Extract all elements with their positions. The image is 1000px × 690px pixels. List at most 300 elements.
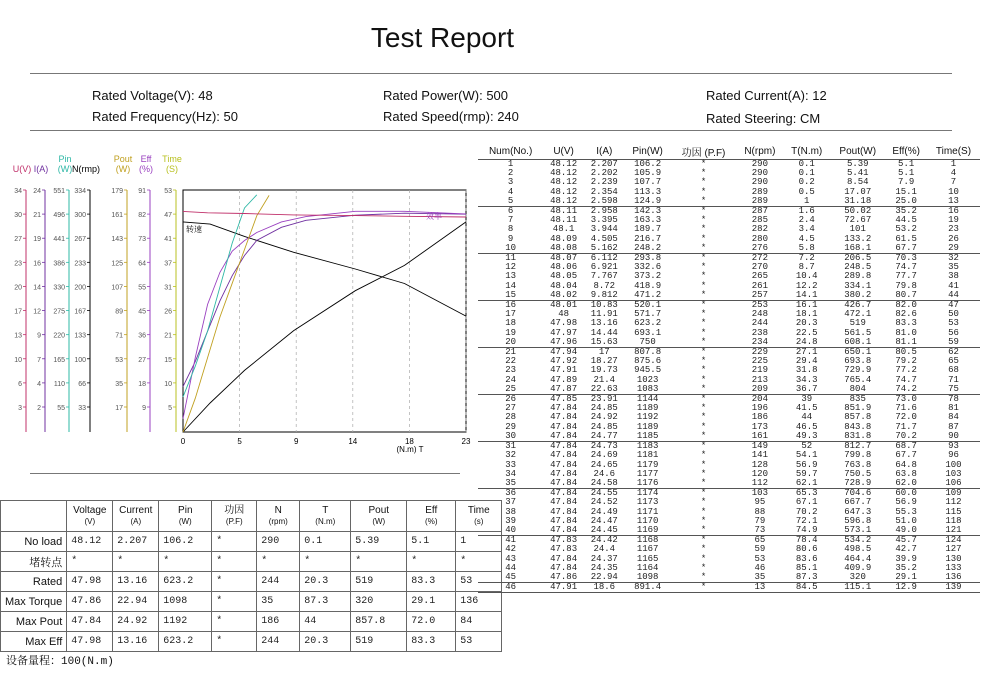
results-cell: 103 bbox=[945, 468, 962, 479]
results-cell: 7.767 bbox=[590, 271, 618, 282]
results-cell: 287 bbox=[751, 206, 768, 217]
summary-header: Voltage (V) bbox=[67, 501, 113, 532]
axis-name: (W) bbox=[115, 164, 131, 174]
axis-tick-label: 220 bbox=[53, 332, 65, 340]
results-cell: 3.944 bbox=[590, 224, 618, 235]
results-cell: 1189 bbox=[636, 421, 659, 432]
results-cell: 22 bbox=[505, 356, 517, 367]
results-cell: * bbox=[700, 403, 707, 414]
results-cell: 2.4 bbox=[798, 215, 815, 226]
results-cell: 59 bbox=[927, 338, 980, 348]
results-cell: 34.3 bbox=[795, 374, 818, 385]
axis-tick-label: 17 bbox=[115, 405, 123, 412]
results-cell: * bbox=[700, 544, 707, 555]
results-cell: 27.1 bbox=[795, 347, 818, 358]
summary-cell: 22.94 bbox=[113, 592, 159, 612]
summary-cell: 106.2 bbox=[159, 532, 212, 552]
results-cell: 534.2 bbox=[844, 535, 872, 546]
results-cell: 9.812 bbox=[584, 291, 625, 301]
results-cell: 77.7 bbox=[895, 271, 917, 282]
axis-tick-label: 36 bbox=[138, 332, 146, 340]
results-cell: 64.8 bbox=[895, 459, 917, 470]
results-cell: 74.9 bbox=[783, 526, 830, 536]
results-cell: 16.1 bbox=[795, 300, 818, 311]
results-cell: 101 bbox=[849, 224, 866, 235]
results-cell: * bbox=[671, 432, 737, 442]
results-cell: 35.2 bbox=[895, 206, 917, 217]
results-cell: 2.239 bbox=[590, 177, 618, 188]
results-cell: 7 bbox=[507, 215, 514, 226]
results-cell: 106 bbox=[927, 479, 980, 489]
results-cell: 79.2 bbox=[895, 356, 917, 367]
axis-tick-label: 30 bbox=[14, 212, 22, 220]
results-cell: * bbox=[700, 280, 707, 291]
summary-cell: 623.2 bbox=[159, 632, 212, 652]
summary-cell: 2.207 bbox=[113, 532, 159, 552]
results-cell: 79 bbox=[754, 515, 766, 526]
results-cell: 28 bbox=[505, 412, 517, 423]
results-cell: 4.5 bbox=[798, 233, 815, 244]
results-cell: 65 bbox=[754, 535, 766, 546]
results-cell: 285 bbox=[751, 215, 768, 226]
results-cell: 149 bbox=[751, 441, 768, 452]
results-cell: 95 bbox=[754, 497, 766, 508]
results-cell: * bbox=[700, 488, 707, 499]
results-cell: 35 bbox=[478, 479, 543, 489]
performance-chart bbox=[0, 150, 480, 470]
results-header: U(V) bbox=[543, 143, 584, 160]
results-cell: 50.02 bbox=[844, 206, 872, 217]
results-cell: 5.162 bbox=[584, 244, 625, 254]
summary-row-label: 堵转点 bbox=[1, 552, 67, 572]
axis-name: Pout bbox=[113, 154, 133, 164]
results-cell: 10 bbox=[478, 244, 543, 254]
axis-tick-label: 21 bbox=[33, 212, 41, 220]
x-tick-label: 23 bbox=[461, 437, 471, 446]
results-cell: 44.5 bbox=[895, 215, 917, 226]
results-cell: 667.7 bbox=[844, 497, 872, 508]
results-cell: 334.1 bbox=[844, 280, 872, 291]
axis-tick-label: 161 bbox=[111, 212, 123, 220]
results-cell: 464.4 bbox=[844, 553, 872, 564]
results-cell: 24.55 bbox=[590, 488, 618, 499]
axis-tick-label: 125 bbox=[111, 260, 123, 268]
results-cell: 596.8 bbox=[844, 515, 872, 526]
summary-cell: 857.8 bbox=[351, 612, 407, 632]
results-cell: 84.5 bbox=[783, 583, 830, 593]
results-cell: 52 bbox=[801, 441, 813, 452]
results-cell: * bbox=[700, 562, 707, 573]
results-cell: 124 bbox=[945, 535, 962, 546]
summary-row-label: Max Torque bbox=[1, 592, 67, 612]
results-cell: * bbox=[700, 168, 707, 179]
results-cell: 571.7 bbox=[634, 309, 662, 320]
results-cell: * bbox=[700, 224, 707, 235]
results-cell: 13.16 bbox=[590, 318, 618, 329]
results-cell: 11.91 bbox=[590, 309, 618, 320]
results-cell: 24.49 bbox=[590, 506, 618, 517]
summary-row-label: Rated bbox=[1, 572, 67, 592]
results-cell: * bbox=[700, 365, 707, 376]
results-cell: 48.09 bbox=[550, 233, 578, 244]
results-cell: 80.5 bbox=[895, 347, 917, 358]
summary-cell: 136 bbox=[456, 592, 502, 612]
results-cell: 120 bbox=[751, 468, 768, 479]
results-cell: 14 bbox=[505, 280, 517, 291]
summary-cell: 1 bbox=[456, 532, 502, 552]
results-cell: 42.7 bbox=[895, 544, 917, 555]
results-cell: 47.84 bbox=[543, 479, 584, 489]
axis-tick-label: 41 bbox=[164, 236, 172, 244]
results-cell: * bbox=[671, 479, 737, 489]
results-cell: 48.12 bbox=[550, 186, 578, 197]
results-cell: 115.1 bbox=[830, 583, 885, 593]
chart-divider bbox=[30, 473, 460, 474]
results-cell: 26 bbox=[948, 233, 959, 244]
results-cell: 5.41 bbox=[846, 168, 869, 179]
results-cell: 807.8 bbox=[634, 347, 662, 358]
results-cell: 31.18 bbox=[830, 197, 885, 207]
axis-tick-label: 10 bbox=[14, 356, 22, 364]
results-cell: 74.2 bbox=[885, 385, 927, 395]
results-cell: 693.1 bbox=[634, 327, 662, 338]
results-cell: 75 bbox=[927, 385, 980, 395]
x-tick-label: 14 bbox=[348, 437, 358, 446]
results-cell: 843.8 bbox=[844, 421, 872, 432]
results-cell: 17 bbox=[598, 347, 610, 358]
results-cell: 13 bbox=[505, 271, 517, 282]
rated-voltage: Rated Voltage(V): 48 bbox=[92, 88, 213, 103]
summary-header: T (N.m) bbox=[300, 501, 351, 532]
results-cell: 248.2 bbox=[625, 244, 671, 254]
axis-tick-label: 496 bbox=[53, 212, 65, 220]
results-cell: 47.91 bbox=[543, 583, 584, 593]
results-cell: 72.67 bbox=[844, 215, 872, 226]
results-cell: 8.7 bbox=[798, 262, 815, 273]
results-cell: 130 bbox=[945, 553, 962, 564]
axis-tick-label: 275 bbox=[53, 308, 65, 316]
summary-cell: 72.0 bbox=[407, 612, 456, 632]
results-cell: 21 bbox=[505, 347, 517, 358]
results-cell: 234 bbox=[736, 338, 783, 348]
results-cell: 289 bbox=[736, 197, 783, 207]
results-cell: 80.6 bbox=[795, 544, 818, 555]
results-cell: 276 bbox=[736, 244, 783, 254]
results-cell: 7.9 bbox=[898, 177, 915, 188]
summary-cell: * bbox=[113, 552, 159, 572]
results-cell: * bbox=[700, 327, 707, 338]
results-cell: 196 bbox=[751, 403, 768, 414]
summary-cell: 47.98 bbox=[67, 572, 113, 592]
results-cell: 22.94 bbox=[584, 573, 625, 583]
results-cell: 6.112 bbox=[590, 253, 618, 264]
results-cell: 73 bbox=[736, 526, 783, 536]
results-cell: 47.84 bbox=[550, 488, 578, 499]
axis-tick-label: 133 bbox=[74, 332, 86, 340]
summary-cell: 29.1 bbox=[407, 592, 456, 612]
results-cell: 257 bbox=[736, 291, 783, 301]
results-cell: 35.2 bbox=[895, 562, 917, 573]
series-line-ia bbox=[183, 213, 466, 386]
results-cell: * bbox=[700, 515, 707, 526]
results-cell: 39 bbox=[505, 515, 517, 526]
results-cell: 47.83 bbox=[550, 544, 578, 555]
results-cell: 1023 bbox=[636, 374, 659, 385]
results-cell: * bbox=[700, 271, 707, 282]
results-cell: 1 bbox=[783, 197, 830, 207]
results-cell: 84 bbox=[948, 412, 959, 423]
axis-tick-label: 35 bbox=[115, 380, 123, 388]
results-cell: 65 bbox=[948, 356, 959, 367]
axis-tick-label: 24 bbox=[33, 188, 41, 195]
results-cell: 47.84 bbox=[543, 526, 584, 536]
results-cell: 47.87 bbox=[543, 385, 584, 395]
axis-tick-label: 27 bbox=[138, 356, 146, 364]
results-cell: 15 bbox=[478, 291, 543, 301]
summary-header: Current (A) bbox=[113, 501, 159, 532]
rated-steering: Rated Steering: CM bbox=[706, 111, 821, 126]
results-cell: 704.6 bbox=[844, 488, 872, 499]
results-cell: 471.2 bbox=[625, 291, 671, 301]
results-cell: 12 bbox=[505, 262, 517, 273]
results-cell: * bbox=[700, 177, 707, 188]
results-cell: 1192 bbox=[636, 412, 659, 423]
results-cell: 128 bbox=[751, 459, 768, 470]
results-cell: 238 bbox=[751, 327, 768, 338]
summary-cell: 47.86 bbox=[67, 592, 113, 612]
results-cell: 39 bbox=[801, 394, 813, 405]
results-cell: 1098 bbox=[625, 573, 671, 583]
results-cell: 1189 bbox=[636, 403, 659, 414]
summary-row bbox=[1, 592, 502, 612]
axis-tick-label: 107 bbox=[111, 284, 123, 292]
summary-cell: 24.92 bbox=[113, 612, 159, 632]
results-cell: 48.11 bbox=[550, 206, 578, 217]
results-cell: 2.598 bbox=[584, 197, 625, 207]
results-cell: 48.12 bbox=[543, 197, 584, 207]
results-cell: 835 bbox=[849, 394, 866, 405]
results-cell: 24.47 bbox=[590, 515, 618, 526]
results-cell: 112 bbox=[945, 497, 962, 508]
results-cell: 409.9 bbox=[844, 562, 872, 573]
results-cell: * bbox=[700, 186, 707, 197]
results-cell: 105.9 bbox=[634, 168, 662, 179]
results-cell: 945.5 bbox=[634, 365, 662, 376]
summary-cell: 244 bbox=[257, 632, 300, 652]
results-cell: 519 bbox=[849, 318, 866, 329]
results-cell: 693.8 bbox=[844, 356, 872, 367]
results-cell: 65.3 bbox=[795, 488, 818, 499]
axis-name: (%) bbox=[139, 164, 153, 174]
results-cell: 163.3 bbox=[634, 215, 662, 226]
results-cell: 47.84 bbox=[550, 412, 578, 423]
results-cell: * bbox=[671, 338, 737, 348]
rated-speed: Rated Speed(rmp): 240 bbox=[383, 109, 519, 124]
results-cell: 62.0 bbox=[885, 479, 927, 489]
axis-tick-label: 15 bbox=[164, 356, 172, 364]
results-cell: 24.45 bbox=[584, 526, 625, 536]
results-cell: 561.5 bbox=[844, 327, 872, 338]
results-cell: 71.6 bbox=[895, 403, 917, 414]
results-cell: 41 bbox=[948, 280, 959, 291]
results-cell: 857.8 bbox=[844, 412, 872, 423]
results-cell: * bbox=[700, 450, 707, 461]
results-cell: 136 bbox=[927, 573, 980, 583]
results-cell: 46.5 bbox=[795, 421, 818, 432]
results-cell: 26 bbox=[505, 394, 517, 405]
summary-table bbox=[0, 500, 502, 652]
results-cell: * bbox=[671, 244, 737, 254]
results-cell: 47.96 bbox=[543, 338, 584, 348]
summary-cell: * bbox=[300, 552, 351, 572]
axis-tick-label: 551 bbox=[53, 188, 65, 195]
results-cell: 332.6 bbox=[634, 262, 662, 273]
results-cell: 71.7 bbox=[895, 421, 917, 432]
summary-header: N (rpm) bbox=[257, 501, 300, 532]
summary-row-label: Max Eff bbox=[1, 632, 67, 652]
results-cell: 93 bbox=[948, 441, 959, 452]
results-cell: 19 bbox=[505, 327, 517, 338]
results-cell: 48.08 bbox=[543, 244, 584, 254]
results-cell: 289 bbox=[751, 186, 768, 197]
summary-cell: 53 bbox=[456, 632, 502, 652]
axis-tick-label: 13 bbox=[14, 332, 22, 340]
results-cell: 16 bbox=[505, 300, 517, 311]
summary-cell: * bbox=[67, 552, 113, 572]
results-cell: * bbox=[671, 573, 737, 583]
axis-name: (S) bbox=[166, 164, 178, 174]
results-cell: * bbox=[671, 197, 737, 207]
summary-cell: 47.84 bbox=[67, 612, 113, 632]
results-cell: 804 bbox=[830, 385, 885, 395]
results-cell: * bbox=[700, 356, 707, 367]
axis-tick-label: 14 bbox=[33, 284, 41, 292]
results-cell: 9 bbox=[507, 233, 514, 244]
results-cell: 647.3 bbox=[844, 506, 872, 517]
results-cell: 45 bbox=[478, 573, 543, 583]
results-cell: 23.91 bbox=[590, 394, 618, 405]
results-cell: 47.84 bbox=[550, 421, 578, 432]
results-cell: 418.9 bbox=[634, 280, 662, 291]
axis-tick-label: 21 bbox=[164, 332, 172, 340]
x-tick-label: 18 bbox=[404, 437, 414, 446]
results-cell: 59.7 bbox=[795, 468, 818, 479]
axis-tick-label: 27 bbox=[14, 236, 22, 244]
results-cell: 189.7 bbox=[634, 224, 662, 235]
results-cell: 280 bbox=[751, 233, 768, 244]
axis-tick-label: 9 bbox=[37, 332, 41, 340]
axis-tick-label: 71 bbox=[115, 332, 123, 340]
summary-cell: 20.3 bbox=[300, 572, 351, 592]
results-cell: 373.2 bbox=[634, 271, 662, 282]
results-cell: 83.3 bbox=[895, 318, 917, 329]
results-cell: 209 bbox=[736, 385, 783, 395]
axis-tick-label: 200 bbox=[74, 284, 86, 292]
results-cell: 25.0 bbox=[885, 197, 927, 207]
results-cell: 139 bbox=[927, 583, 980, 593]
axis-tick-label: 267 bbox=[74, 236, 86, 244]
results-cell: 15.63 bbox=[584, 338, 625, 348]
results-cell: 38 bbox=[505, 506, 517, 517]
results-cell: 47.84 bbox=[550, 441, 578, 452]
axis-tick-label: 26 bbox=[164, 308, 172, 316]
results-cell: 289.8 bbox=[844, 271, 872, 282]
summary-cell: * bbox=[212, 532, 257, 552]
summary-header: Eff (%) bbox=[407, 501, 456, 532]
results-cell: 24.85 bbox=[590, 403, 618, 414]
axis-tick-label: 55 bbox=[138, 284, 146, 292]
results-cell: 1164 bbox=[636, 562, 659, 573]
results-cell: 85.1 bbox=[795, 562, 818, 573]
results-cell: 1 bbox=[950, 159, 957, 169]
results-header: Pin(W) bbox=[625, 143, 671, 160]
results-cell: 70.2 bbox=[795, 506, 818, 517]
results-cell: 46 bbox=[754, 562, 766, 573]
results-cell: 1167 bbox=[636, 544, 659, 555]
results-cell: 47.85 bbox=[550, 394, 578, 405]
summary-cell: 1192 bbox=[159, 612, 212, 632]
results-table bbox=[478, 143, 980, 593]
results-cell: 83.6 bbox=[795, 553, 818, 564]
results-cell: * bbox=[700, 535, 707, 546]
results-cell: 5.1 bbox=[898, 159, 915, 169]
results-cell: 1.6 bbox=[798, 206, 815, 217]
summary-cell: * bbox=[212, 572, 257, 592]
results-cell: 56 bbox=[948, 327, 959, 338]
results-cell: 87.3 bbox=[783, 573, 830, 583]
results-cell: 3.4 bbox=[798, 224, 815, 235]
results-cell: 55.3 bbox=[895, 506, 917, 517]
results-cell: 1176 bbox=[625, 479, 671, 489]
results-cell: 47.84 bbox=[550, 450, 578, 461]
results-cell: 36 bbox=[505, 488, 517, 499]
results-cell: 142.3 bbox=[634, 206, 662, 217]
results-cell: 29 bbox=[505, 421, 517, 432]
axis-tick-label: 3 bbox=[18, 405, 22, 412]
results-cell: 46 bbox=[478, 583, 543, 593]
results-cell: * bbox=[700, 206, 707, 217]
results-cell: * bbox=[671, 291, 737, 301]
results-cell: 4.505 bbox=[590, 233, 618, 244]
results-cell: 290 bbox=[751, 159, 768, 169]
results-cell: 96 bbox=[948, 450, 959, 461]
axis-tick-label: 37 bbox=[164, 260, 172, 268]
results-cell: 38 bbox=[948, 271, 959, 282]
results-cell: 10.83 bbox=[590, 300, 618, 311]
results-cell: 48.12 bbox=[550, 177, 578, 188]
axis-tick-label: 23 bbox=[14, 260, 22, 268]
results-cell: 47.84 bbox=[550, 468, 578, 479]
results-cell: 47.84 bbox=[550, 562, 578, 573]
results-cell: 5.8 bbox=[783, 244, 830, 254]
axis-name: U(V) bbox=[12, 164, 32, 174]
axis-tick-label: 300 bbox=[74, 212, 86, 220]
summary-row-label: Max Pout bbox=[1, 612, 67, 632]
results-header: N(rpm) bbox=[736, 143, 783, 160]
results-cell: 59 bbox=[754, 544, 766, 555]
results-cell: 47.86 bbox=[543, 573, 584, 583]
summary-cell: 53 bbox=[456, 572, 502, 592]
results-cell: 48.12 bbox=[550, 168, 578, 179]
results-cell: 44 bbox=[927, 291, 980, 301]
results-cell: 78 bbox=[948, 394, 959, 405]
results-cell: * bbox=[700, 374, 707, 385]
results-cell: * bbox=[700, 506, 707, 517]
summary-cell: 83.3 bbox=[407, 632, 456, 652]
results-cell: 44 bbox=[505, 562, 517, 573]
results-cell: 13 bbox=[736, 583, 783, 593]
results-cell: 72.0 bbox=[895, 412, 917, 423]
